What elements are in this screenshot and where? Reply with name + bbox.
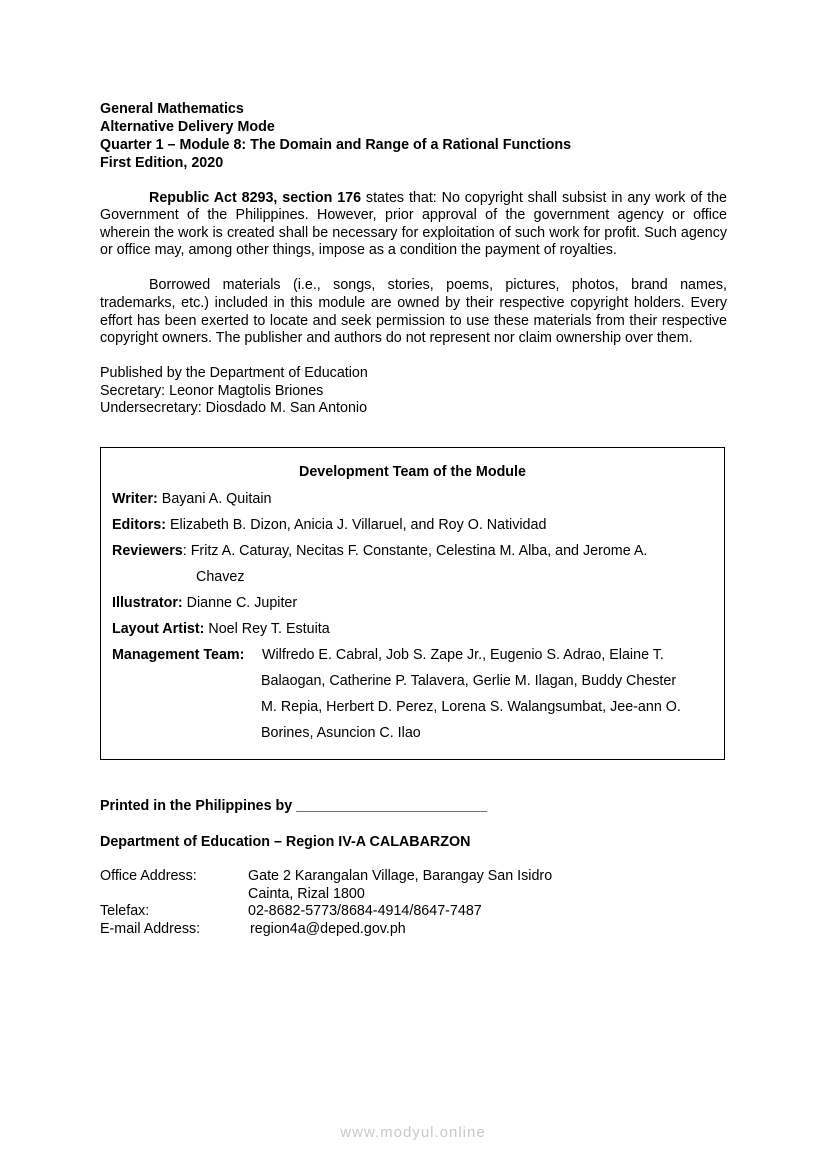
delivery-mode: Alternative Delivery Mode — [100, 119, 275, 135]
reviewers-label: Reviewers — [112, 543, 183, 559]
management-row — [112, 642, 244, 668]
writer-value: Bayani A. Quitain — [157, 491, 272, 507]
borrowed-paragraph — [100, 277, 727, 347]
writer-row — [112, 486, 271, 512]
management-line-2: Balaogan, Catherine P. Talavera, Gerlie M. Ilagan, Buddy Chester — [261, 673, 677, 689]
illustrator-value: Dianne C. Jupiter — [182, 595, 298, 611]
office-address-label: Office Address: — [100, 868, 197, 884]
development-team-box — [100, 447, 725, 760]
management-line-1: Wilfredo E. Cabral, Job S. Zape Jr., Eugenio S. Adrao, Elaine T. — [262, 647, 664, 663]
document-body — [100, 100, 727, 418]
team-box-title: Development Team of the Module — [299, 464, 526, 480]
secretary-line: Secretary: Leonor Magtolis Briones — [100, 382, 324, 399]
copyright-lead: Republic Act 8293, section 176 — [149, 189, 362, 206]
office-address-line-2: Cainta, Rizal 1800 — [248, 886, 365, 902]
undersecretary-line: Undersecretary: Diosdado M. San Antonio — [100, 400, 368, 417]
watermark: www.modyul.online — [340, 1124, 486, 1141]
module-title: Quarter 1 – Module 8: The Domain and Range of a Rational Functions — [100, 137, 572, 153]
telefax-label: Telefax: — [100, 903, 150, 919]
illustrator-row — [112, 590, 297, 616]
editors-label: Editors: — [112, 517, 167, 533]
region-heading: Department of Education – Region IV-A CALABARZON — [100, 834, 471, 850]
office-address-line-1: Gate 2 Karangalan Village, Barangay San Isidro — [248, 868, 553, 884]
borrowed-text: Borrowed materials (i.e., songs, stories, poems, pictures, photos, brand names, trademarks, etc.) included in this module are owned by their respective copyright holders. Every effort has been exerted to locate and seek permission to use these materials from their respective copyright owners. The publisher and authors do not represent nor claim ownership over them. — [100, 277, 727, 347]
reviewers-value: : Fritz A. Caturay, Necitas F. Constante, Celestina M. Alba, and Jerome A. — [182, 543, 648, 559]
email-label: E-mail Address: — [100, 921, 201, 937]
editors-value: Elizabeth B. Dizon, Anicia J. Villaruel, and Roy O. Natividad — [166, 517, 547, 533]
writer-label: Writer: — [112, 491, 158, 507]
module-subject: General Mathematics — [100, 101, 244, 117]
layout-artist-row — [112, 616, 330, 642]
illustrator-label: Illustrator: — [112, 595, 183, 611]
management-line-3: M. Repia, Herbert D. Perez, Lorena S. Walangsumbat, Jee-ann O. — [261, 699, 681, 715]
email-value: region4a@deped.gov.ph — [250, 921, 406, 937]
copyright-text: states that: No copyright shall subsist in any work of the Government of the Philippines. However, prior approval of the government agency or office wherein the work is created shall be necessary for exploitation of such work for profit. Such agency or office may, among other things, impose as a condition the payment of royalties. — [100, 189, 727, 259]
printed-by: Printed in the Philippines by ________________________ — [100, 798, 488, 814]
publisher-line: Published by the Department of Education — [100, 365, 368, 382]
layout-artist-label: Layout Artist: — [112, 621, 205, 637]
reviewers-row — [112, 538, 647, 564]
telefax-value: 02-8682-5773/8684-4914/8647-7487 — [248, 903, 482, 919]
management-line-4: Borines, Asuncion C. Ilao — [261, 725, 421, 741]
edition: First Edition, 2020 — [100, 155, 224, 171]
copyright-paragraph — [100, 190, 727, 260]
reviewers-continuation: Chavez — [196, 569, 245, 585]
editors-row — [112, 512, 546, 538]
management-label: Management Team: — [112, 647, 245, 663]
layout-artist-value: Noel Rey T. Estuita — [204, 621, 330, 637]
